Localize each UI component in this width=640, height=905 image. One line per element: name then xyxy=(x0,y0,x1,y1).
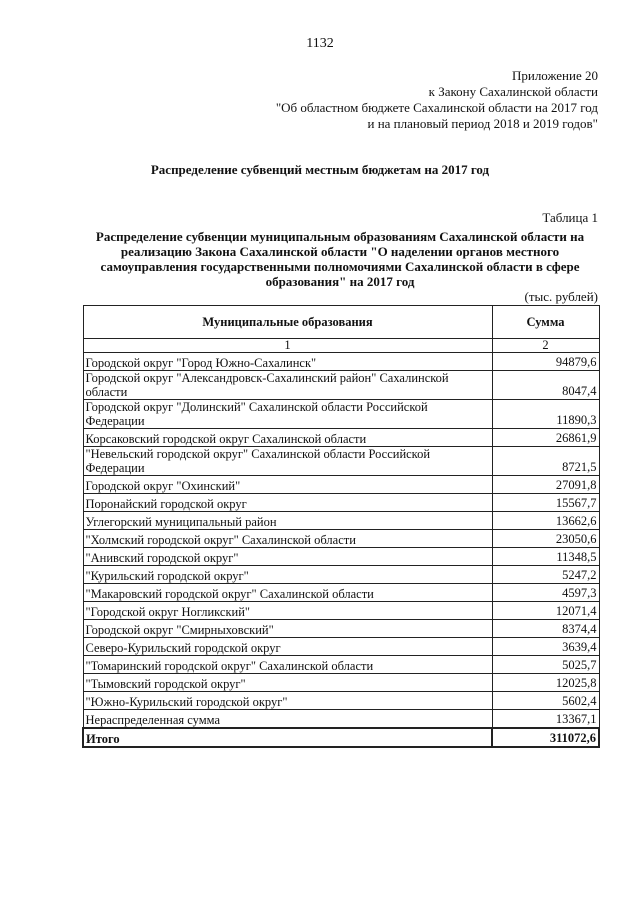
column-number-1: 1 xyxy=(83,339,492,353)
row-sum: 94879,6 xyxy=(492,353,599,371)
row-name: "Тымовский городской округ" xyxy=(83,674,492,692)
subsidy-table xyxy=(82,305,600,748)
table-row xyxy=(83,548,599,566)
header-sum: Сумма xyxy=(492,306,599,339)
units-label: (тыс. рублей) xyxy=(524,289,598,304)
table-title-line-1: Распределение субвенции муниципальным образованиям Сахалинской области на xyxy=(95,229,585,244)
table-row xyxy=(83,602,599,620)
appendix-line-4: и на плановый период 2018 и 2019 годов" xyxy=(367,116,598,131)
table-row xyxy=(83,530,599,548)
row-name: Нераспределенная сумма xyxy=(83,710,492,729)
row-name: Углегорский муниципальный район xyxy=(83,512,492,530)
appendix-line-2: к Закону Сахалинской области xyxy=(428,84,598,99)
row-name: Городской округ "Александровск-Сахалинский район" Сахалинской области xyxy=(83,371,492,400)
table-row xyxy=(83,447,599,476)
row-sum: 15567,7 xyxy=(492,494,599,512)
row-sum: 26861,9 xyxy=(492,429,599,447)
total-sum: 311072,6 xyxy=(492,728,599,747)
row-sum: 11348,5 xyxy=(492,548,599,566)
row-name: Городской округ "Охинский" xyxy=(83,476,492,494)
table-row xyxy=(83,584,599,602)
row-sum: 8374,4 xyxy=(492,620,599,638)
table-row xyxy=(83,692,599,710)
row-name: "Невельский городской округ" Сахалинской области Российской Федерации xyxy=(83,447,492,476)
table-header-row xyxy=(83,306,599,339)
row-name: Городской округ "Город Южно-Сахалинск" xyxy=(83,353,492,371)
row-sum: 12071,4 xyxy=(492,602,599,620)
appendix-line-1: Приложение 20 xyxy=(511,68,598,83)
table-title-line-4: образования" на 2017 год xyxy=(265,274,415,289)
row-name: "Макаровский городской округ" Сахалинской области xyxy=(83,584,492,602)
table-row xyxy=(83,566,599,584)
table-row xyxy=(83,674,599,692)
table-row xyxy=(83,494,599,512)
page-number: 1132 xyxy=(306,36,334,51)
column-number-row xyxy=(83,339,599,353)
row-sum: 23050,6 xyxy=(492,530,599,548)
row-sum: 3639,4 xyxy=(492,638,599,656)
main-title: Распределение субвенций местным бюджетам на 2017 год xyxy=(150,162,490,177)
header-municipalities: Муниципальные образования xyxy=(83,306,492,339)
table-title-line-3: самоуправления государственными полномочиями Сахалинской области в сфере xyxy=(100,259,580,274)
row-sum: 5602,4 xyxy=(492,692,599,710)
table-title-line-2: реализацию Закона Сахалинской области "О наделении органов местного xyxy=(120,244,560,259)
appendix-header xyxy=(276,68,598,132)
row-name: "Томаринский городской округ" Сахалинской области xyxy=(83,656,492,674)
row-name: Северо-Курильский городской округ xyxy=(83,638,492,656)
column-number-2: 2 xyxy=(492,339,599,353)
table-row xyxy=(83,656,599,674)
row-name: Городской округ "Смирныховский" xyxy=(83,620,492,638)
row-sum: 27091,8 xyxy=(492,476,599,494)
row-name: "Анивский городской округ" xyxy=(83,548,492,566)
row-sum: 12025,8 xyxy=(492,674,599,692)
row-name: Поронайский городской округ xyxy=(83,494,492,512)
appendix-line-3: "Об областном бюджете Сахалинской области на 2017 год xyxy=(275,100,598,115)
row-sum: 4597,3 xyxy=(492,584,599,602)
table-row xyxy=(83,512,599,530)
row-sum: 8721,5 xyxy=(492,447,599,476)
table-row xyxy=(83,710,599,729)
table-row xyxy=(83,371,599,400)
row-sum: 5247,2 xyxy=(492,566,599,584)
table-row xyxy=(83,429,599,447)
row-sum: 5025,7 xyxy=(492,656,599,674)
row-sum: 13367,1 xyxy=(492,710,599,729)
table-label: Таблица 1 xyxy=(542,210,598,225)
table-row xyxy=(83,476,599,494)
total-label: Итого xyxy=(83,728,492,747)
row-name: "Городской округ Ногликский" xyxy=(83,602,492,620)
table-title xyxy=(90,229,590,289)
row-name: "Курильский городской округ" xyxy=(83,566,492,584)
table-row xyxy=(83,400,599,429)
row-sum: 13662,6 xyxy=(492,512,599,530)
table-row xyxy=(83,620,599,638)
row-name: Городской округ "Долинский" Сахалинской области Российской Федерации xyxy=(83,400,492,429)
row-sum: 8047,4 xyxy=(492,371,599,400)
row-name: Корсаковский городской округ Сахалинской области xyxy=(83,429,492,447)
table-row xyxy=(83,353,599,371)
table-row xyxy=(83,638,599,656)
row-name: "Южно-Курильский городской округ" xyxy=(83,692,492,710)
total-row xyxy=(83,728,599,747)
row-name: "Холмский городской округ" Сахалинской области xyxy=(83,530,492,548)
row-sum: 11890,3 xyxy=(492,400,599,429)
